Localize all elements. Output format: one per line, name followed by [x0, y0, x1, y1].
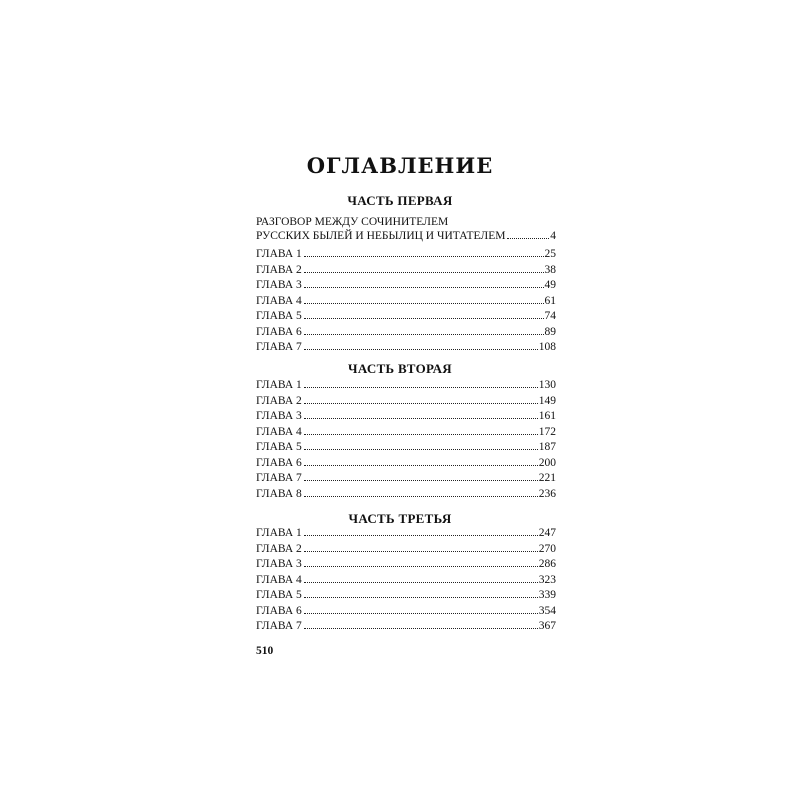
toc-entry-page: 172 [538, 425, 556, 438]
dot-leader [304, 349, 538, 350]
toc-entry[interactable] [256, 526, 556, 542]
toc-entry-page: 4 [550, 230, 556, 242]
toc-entry[interactable] [256, 263, 556, 279]
dot-leader [304, 387, 538, 388]
toc-entry-label: ГЛАВА 5 [256, 441, 302, 453]
dot-leader [304, 449, 538, 450]
toc-entry-label: ГЛАВА 4 [256, 573, 302, 586]
toc-entry[interactable] [256, 394, 556, 410]
toc-entry[interactable] [256, 542, 556, 558]
dot-leader [304, 256, 544, 257]
toc-entry-label: ГЛАВА 7 [256, 341, 302, 353]
toc-entry-label: РУССКИХ БЫЛЕЙ И НЕБЫЛИЦ И ЧИТАТЕЛЕМ [256, 230, 506, 242]
toc-entry-label: ГЛАВА 5 [256, 589, 302, 601]
toc-entry-page: 339 [538, 589, 556, 601]
dot-leader [304, 318, 544, 319]
part-2-toc [256, 378, 556, 502]
part-1-toc [256, 215, 556, 356]
dot-leader [304, 272, 544, 273]
toc-entry-page: 221 [538, 472, 556, 484]
dot-leader [304, 566, 538, 567]
toc-entry-page: 149 [538, 394, 556, 407]
toc-entry-label: ГЛАВА 8 [256, 487, 302, 500]
toc-entry-label: ГЛАВА 2 [256, 263, 302, 276]
page-title: ОГЛАВЛЕНИЕ [306, 153, 494, 178]
toc-entry[interactable] [256, 573, 556, 589]
toc-entry-label: ГЛАВА 6 [256, 325, 302, 338]
toc-entry[interactable] [256, 425, 556, 441]
toc-entry-page: 354 [538, 604, 556, 617]
dot-leader [304, 434, 538, 435]
toc-entry[interactable] [256, 409, 556, 425]
part-3-toc [256, 526, 556, 635]
dot-leader [304, 613, 538, 614]
toc-entry-label: ГЛАВА 7 [256, 620, 302, 632]
toc-entry-label: ГЛАВА 2 [256, 394, 302, 407]
toc-entry[interactable] [256, 557, 556, 573]
toc-entry[interactable] [256, 278, 556, 294]
toc-entry-page: 89 [544, 325, 556, 338]
toc-entry-page: 200 [538, 456, 556, 469]
dot-leader [304, 418, 538, 419]
toc-entry-label: ГЛАВА 1 [256, 248, 302, 260]
dot-leader [304, 480, 538, 481]
toc-entry-page: 286 [538, 558, 556, 570]
toc-entry-label: ГЛАВА 1 [256, 527, 302, 539]
toc-entry-page: 38 [544, 263, 556, 276]
toc-entry-intro[interactable] [256, 229, 556, 243]
toc-entry-label: ГЛАВА 7 [256, 472, 302, 484]
toc-entry-page: 130 [538, 379, 556, 391]
dot-leader [304, 551, 538, 552]
toc-entry[interactable] [256, 294, 556, 310]
dot-leader [507, 238, 549, 239]
toc-entry[interactable] [256, 604, 556, 620]
dot-leader [304, 597, 538, 598]
toc-entry-label: ГЛАВА 3 [256, 410, 302, 422]
toc-entry[interactable] [256, 588, 556, 604]
part-3-title: ЧАСТЬ ТРЕТЬЯ [348, 511, 452, 526]
toc-entry[interactable] [256, 471, 556, 487]
toc-entry[interactable] [256, 378, 556, 394]
dot-leader [304, 287, 544, 288]
toc-entry-label: ГЛАВА 4 [256, 294, 302, 307]
toc-entry-label: ГЛАВА 6 [256, 456, 302, 469]
intro-line-1: РАЗГОВОР МЕЖДУ СОЧИНИТЕЛЕМ [256, 216, 449, 228]
toc-entry-page: 247 [538, 527, 556, 539]
dot-leader [304, 496, 538, 497]
toc-entry-page: 74 [544, 310, 556, 322]
toc-entry-label: ГЛАВА 1 [256, 379, 302, 391]
dot-leader [304, 628, 538, 629]
dot-leader [304, 403, 538, 404]
toc-entry-label: ГЛАВА 3 [256, 558, 302, 570]
toc-entry-page: 187 [538, 441, 556, 453]
dot-leader [304, 303, 544, 304]
toc-entry-page: 236 [538, 487, 556, 500]
toc-entry-page: 323 [538, 573, 556, 586]
toc-entry-page: 108 [538, 341, 556, 353]
toc-entry-label: ГЛАВА 2 [256, 542, 302, 555]
dot-leader [304, 535, 538, 536]
toc-entry[interactable] [256, 247, 556, 263]
toc-entry[interactable] [256, 440, 556, 456]
toc-entry[interactable] [256, 309, 556, 325]
toc-entry[interactable] [256, 619, 556, 635]
toc-entry-page: 25 [544, 248, 556, 260]
toc-entry-label: ГЛАВА 6 [256, 604, 302, 617]
toc-entry-page: 61 [544, 294, 556, 307]
part-2-title: ЧАСТЬ ВТОРАЯ [348, 361, 452, 376]
toc-entry-label: ГЛАВА 4 [256, 425, 302, 438]
toc-entry-label: ГЛАВА 3 [256, 279, 302, 291]
toc-entry-page: 49 [544, 279, 556, 291]
page-number: 510 [256, 645, 274, 657]
dot-leader [304, 582, 538, 583]
dot-leader [304, 465, 538, 466]
part-1-title: ЧАСТЬ ПЕРВАЯ [347, 193, 453, 208]
toc-entry[interactable] [256, 325, 556, 341]
toc-entry[interactable] [256, 456, 556, 472]
toc-entry-page: 367 [538, 620, 556, 632]
dot-leader [304, 334, 544, 335]
toc-entry-label: ГЛАВА 5 [256, 310, 302, 322]
toc-entry[interactable] [256, 340, 556, 356]
toc-entry-page: 161 [538, 410, 556, 422]
toc-entry[interactable] [256, 487, 556, 503]
toc-entry-page: 270 [538, 542, 556, 555]
